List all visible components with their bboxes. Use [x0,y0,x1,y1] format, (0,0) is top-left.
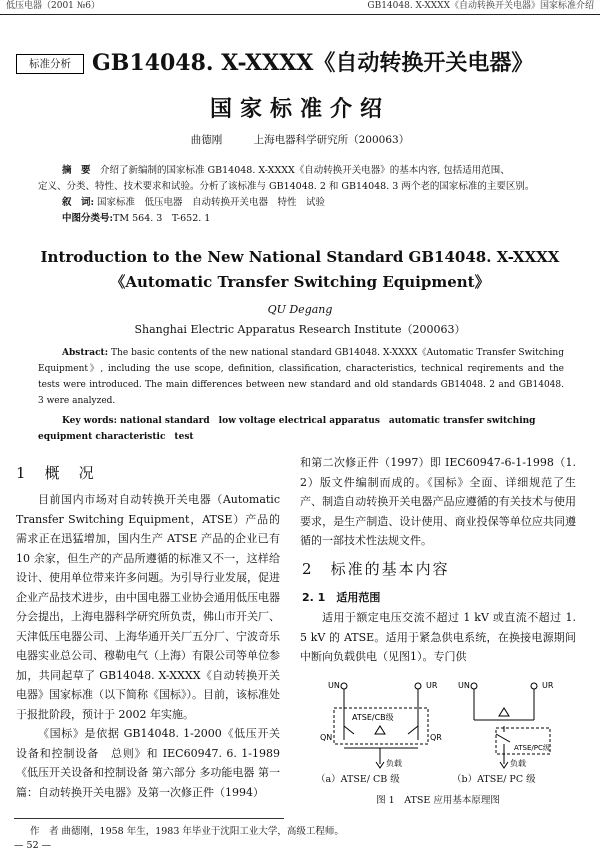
abstract-en-label: Abstract: [62,348,109,358]
fig-b-interlock-icon [499,708,509,716]
figure-1a-circuit [320,681,442,768]
fig-a-qn: QN [320,733,333,742]
fig-a-switch-n [344,726,354,734]
running-header [0,0,600,14]
fig-b-ur: UR [542,681,554,690]
section-2-1-title: 适用范围 [336,591,381,604]
fig-a-switch-r [408,726,418,734]
fig-a-ur: UR [426,681,438,690]
title-en-line1: Introduction to the New National Standard GB14048. X-XXXX [40,248,560,266]
footnote-rule [14,818,284,819]
abstract-cn [38,163,566,227]
fig-b-ur-terminal [531,683,537,689]
figure-1a-caption: （a）ATSE/ CB 级 [316,774,400,785]
keywords-cn-label: 叙 词: [62,197,95,208]
right-column-top [300,453,576,551]
fig-b-un-terminal [471,683,477,689]
figure-1b-caption: （b）ATSE/ PC 级 [452,774,536,785]
abstract-en-text: The basic contents of the new national standard GB14048. X-XXXX《Automatic Transfer Switching Equipment》, including the use scope, definition, classification, characteristics, technical reqirements and the tests were introduced. The main differences between new standard and old standards GB14048. 2 and GB14048. 3 were analyzed. [38,348,564,406]
title-line-2: 国家标准介绍 [209,96,390,122]
section-2-heading [302,558,450,579]
abstract-en [38,345,564,409]
right-paragraph-1: 和第二次修正件（1997）即 IEC60947-6-1-1998（1. 2）版文件编制而成的。《国标》全面、详细规范了生产、制造自动转换开关电器产品应遵循的有关技术与使用要求，是生产制造、设计使用、商业投保等单位应共同遵循的一部技术性法规文件。 [300,456,576,547]
abstract-cn-line2: 定义、分类、特性、技术要求和试验。分析了该标准与 GB14048. 2 和 GB14048. 3 两个老的国家标准的主要区别。 [38,181,535,192]
fig-a-interlock-icon [375,726,385,734]
keywords-en-text: national standard low voltage electrical apparatus automatic transfer switching equipment characteristic test [38,416,536,442]
right-column-2-1 [300,608,576,667]
figure-1b-circuit [458,681,554,768]
section-2-1-heading [302,589,380,605]
clc-label: 中图分类号: [62,213,114,224]
author-footnote: 作 者 曲德刚，1958 年生，1983 年毕业于沈阳工业大学，高级工程师。 [30,826,344,837]
author-name: 曲德刚 [190,134,223,146]
title-en-line2: 《Automatic Transfer Switching Equipment》 [110,273,490,291]
left-paragraph-2: 《国标》是依据 GB14048. 1-2000《低压开关设备和控制设备 总则》和 IEC60947. 6. 1-1989《低压开关设备和控制设备 第六部分 多功能电器 第一篇：自动转换开关电器》及第一次修正件（1994） [16,727,280,799]
author-line [0,132,600,147]
section-2-title: 标准的基本内容 [330,560,450,578]
author-en: QU Degang [267,303,333,316]
fig-a-qr: QR [430,733,442,742]
right-paragraph-3: 适用于额定电压交流不超过 1 kV 或直流不超过 1. 5 kV 的 ATSE。适用于紧急供电系统，在换接电源期间中断向负载供电（见图1）。专门供 [300,611,576,663]
left-column [16,490,280,802]
journal-issue: 低压电器（2001 №6） [6,1,101,11]
category-tag: 标准分析 [16,54,84,74]
header-rule [0,14,600,15]
section-1-title: 概 况 [44,464,96,482]
author-affiliation: 上海电器科学研究所（200063） [253,134,410,146]
fig-b-un: UN [458,681,470,690]
keywords-en-label: Key words: [62,416,117,426]
fig-a-un-terminal [341,683,347,689]
keywords-cn-text: 国家标准 低压电器 自动转换开关电器 特性 试验 [97,197,326,208]
figure-1-caption: 图 1 ATSE 应用基本原理图 [376,795,500,806]
fig-b-load: 负载 [510,759,526,768]
abstract-cn-label: 摘 要 [62,165,91,176]
fig-b-box-label: ATSE/PC级 [514,744,550,752]
fig-b-switch [496,734,510,742]
fig-a-un: UN [328,681,340,690]
title-line-1: GB14048. X-XXXX《自动转换开关电器》 [92,50,534,76]
page-number: — 52 — [14,840,52,851]
clc-text: TM 564. 3 T-652. 1 [113,213,211,224]
abstract-cn-line1: 介绍了新编制的国家标准 GB14048. X-XXXX《自动转换开关电器》的基本内容, 包括适用范围、 [100,165,510,176]
section-1-heading [16,462,96,483]
fig-a-load: 负载 [386,759,402,768]
running-title: GB14048. X-XXXX《自动转换开关电器》国家标准介绍 [367,1,594,11]
section-1-number: 1 [16,464,28,482]
keywords-en [38,413,564,445]
fig-a-ur-terminal [415,683,421,689]
section-2-1-number: 2. 1 [302,591,326,604]
section-2-number: 2 [302,560,314,578]
left-paragraph-1: 目前国内市场对自动转换开关电器（Automatic Transfer Switching Equipment，ATSE）产品的需求正在迅猛增加，国内生产 ATSE 产品的企业已有 10 余家，但生产的产品所遵循的标准又不一，这样给设计、使用单位带来许多问题。为引导行业发展，促进企业产品技术进步，由中国电器工业协会通用低压电器分会提出，上海电器科学研究所负责，佛山市开关厂、天津低压电器公司、上海华通开关厂五分厂、宁波奇乐电器实业总公司、穆勒电气（上海）有限公司等单位参加，共同起草了 GB14048. X-XXXX《自动转换开关电器》国家标准（以下简称《国标》）。目前，该标准处于报批阶段，预计于 2002 年实施。 [16,493,280,721]
institution-en: Shanghai Electric Apparatus Research Institute（200063） [134,323,466,336]
fig-a-box-label: ATSE/CB级 [352,713,394,722]
